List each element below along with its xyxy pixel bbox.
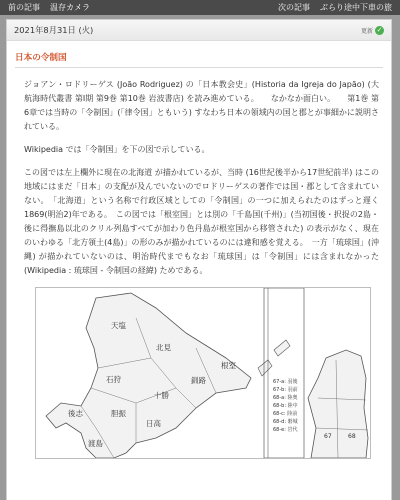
region-label: 釧路 xyxy=(191,376,206,385)
region-label: 十勝 xyxy=(154,391,169,400)
date-bar xyxy=(7,20,391,41)
provinces-map-image[interactable] xyxy=(35,287,371,459)
paragraph-3: この図では左上欄外に現在の北海道 が描かれているが、当時 (16世紀後半から17世紀前半) はこの地域にはまだ「日本」の支配が及んでいないのでロドリーゲスの著作では国・郡として含まれていない。 「北海道」という名称で行政区域としての「令制国」の一つに加えられたのはずっと遅く 1869(明治2)年である。 この図では「根室国」とは別の「千島国(千州)」(当初国後・択捉の2島・後に得撫島以北のクリル列島すべてが加わり色丹島が根室国から移管された) の表示がなく、現在のいわゆる「北方領土(4島)」の形のみが描かれているのには違和感を覚える。 一方「琉球国」(沖縄) が描かれていないのは、明治時代までもなお「琉球国」は「令制国」には含まれなかった (Wikipedia : 琉球国 - 令制国の経緯) ためである。 xyxy=(24,168,379,275)
prev-article-link[interactable]: 前の記事 xyxy=(8,3,40,12)
legend-item: 68-d: 磐城 xyxy=(273,419,298,425)
paragraph-2: Wikipedia では「令制国」を下の図で示している。 xyxy=(24,145,210,154)
article-card xyxy=(6,19,392,500)
refresh-icon: ✓ xyxy=(376,25,383,34)
legend-item: 67-b: 羽前 xyxy=(273,387,298,393)
update-button[interactable] xyxy=(361,26,384,35)
paragraph-1: ジョアン・ロドリーゲス (João Rodriguez) の「日本教会史」(Historia da Igreja do Japão) (大航海時代叢書 第I期 第9巻 第10巻 岩波書店) を読み進めている。 なかなか面白い。 第1巻 第6章では当時の「令制国」(「律令国」ともいう) すなわち日本の領域内の国と郡とが事細かに説明されている。 xyxy=(24,80,379,131)
travel-link[interactable]: ぶらり途中下車の旅 xyxy=(320,3,392,12)
post-date: 2021年8月31日 (火) xyxy=(14,25,94,35)
top-nav-right xyxy=(278,0,392,15)
legend-item: 67-a: 羽後 xyxy=(273,379,298,385)
legend-item: 68-e: 岩代 xyxy=(273,427,298,433)
legend-item: 68-b: 陸中 xyxy=(273,403,298,409)
region-label: 渡島 xyxy=(88,439,103,448)
legend-item: 68-a: 陸奥 xyxy=(273,395,298,401)
region-label: 日高 xyxy=(146,419,161,428)
article-body xyxy=(7,68,391,278)
legend-item: 68-c: 陸前 xyxy=(273,411,298,417)
top-nav-left xyxy=(8,0,90,15)
honshu-shape xyxy=(308,350,368,458)
region-label: 後志 xyxy=(68,409,83,418)
region-label: 根室 xyxy=(221,361,236,370)
region-label: 北見 xyxy=(156,343,171,352)
map-svg xyxy=(36,288,370,458)
next-article-link[interactable]: 次の記事 xyxy=(278,3,310,12)
top-nav-bar xyxy=(0,0,400,15)
province-number: 68 xyxy=(348,433,356,440)
camera-link[interactable]: 温存カメラ xyxy=(50,3,90,12)
region-label: 石狩 xyxy=(106,375,121,384)
article-title: 日本の令制国 xyxy=(15,51,383,68)
update-label: 更新 xyxy=(360,27,373,35)
region-label: 天塩 xyxy=(111,321,126,330)
region-label: 胆振 xyxy=(111,409,126,418)
province-number: 67 xyxy=(324,433,332,440)
hokkaido-shape xyxy=(46,293,251,458)
